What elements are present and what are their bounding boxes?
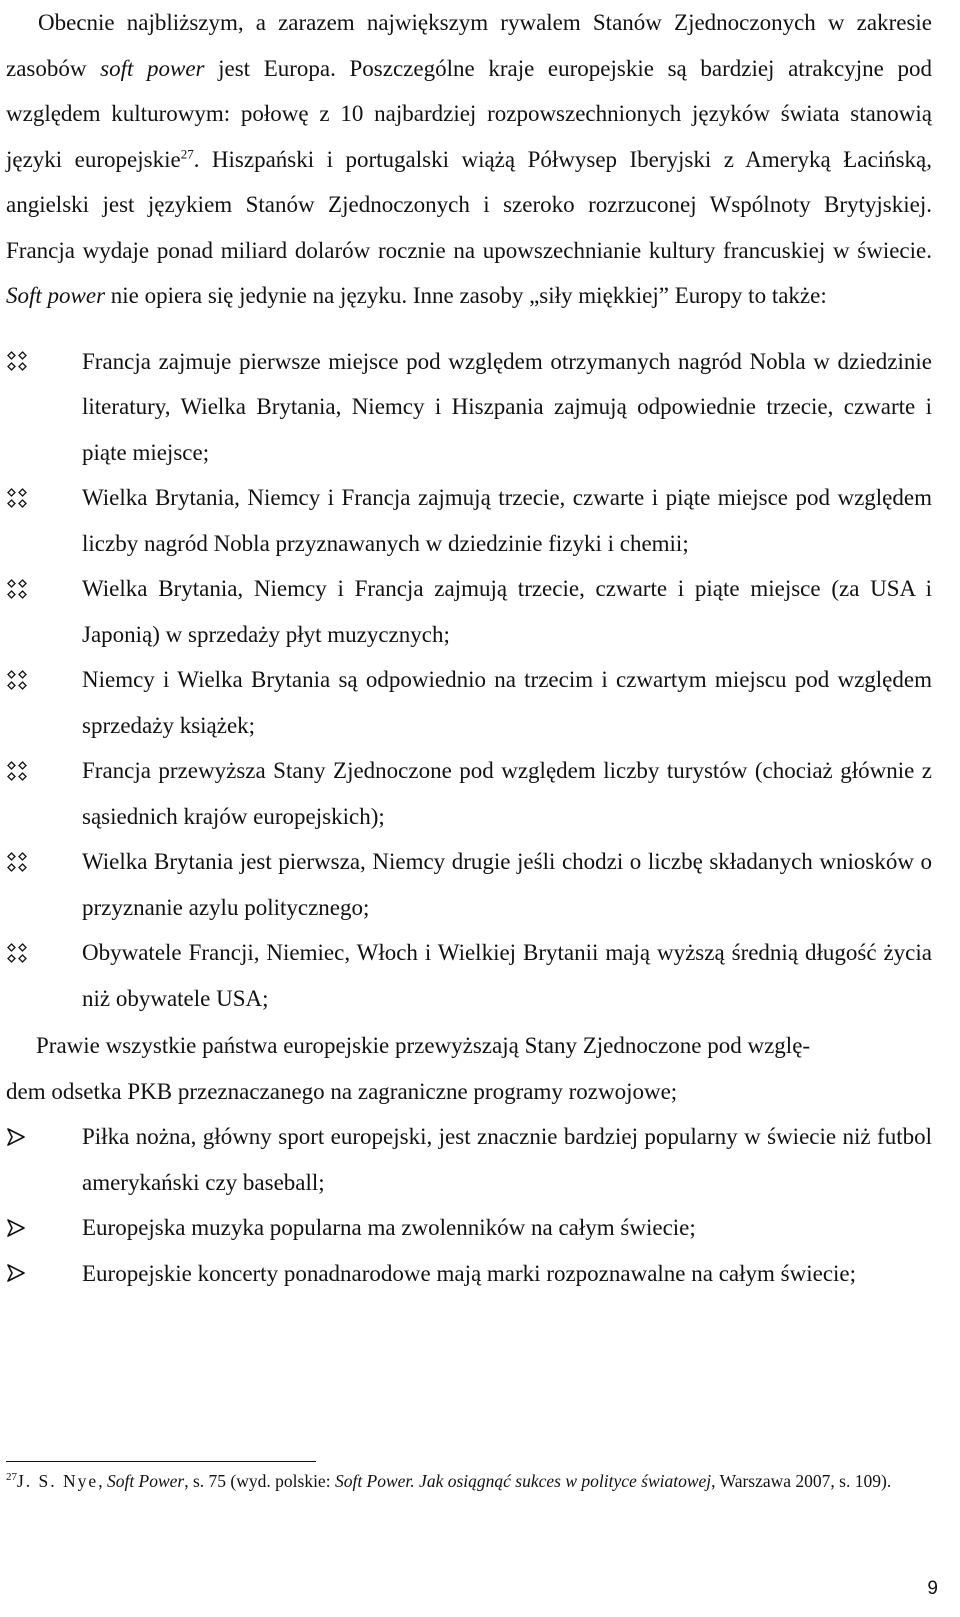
- list-item: [6, 839, 932, 930]
- text-run: jest Europa. Poszczególne kraje europejskie są bardziej atrakcyjne pod względem kulturowym: połowę z 10 najbardziej rozpowszechnionych języków świata stanowią języki europejskie: [6, 55, 933, 172]
- text-run: . Hiszpański i portugalski wiążą Półwysep Iberyjski z Ameryką Łacińską, angielski jest językiem Stanów Zjednoczonych i szeroko rozrzuconej Wspólnoty Brytyjskiej. Francja wydaje ponad miliard dolarów rocznie na upowszechnianie kultury francuskiej w świecie.: [6, 146, 933, 263]
- arrowhead-icon: [6, 1114, 46, 1160]
- footnote-separator: [6, 1461, 316, 1462]
- list-item-text: Francja przewyższa Stany Zjednoczone pod względem liczby turystów (chociaż głównie z sąsiednich krajów europejskich);: [82, 758, 932, 829]
- development-aid-paragraph: [6, 1023, 932, 1114]
- list-item-text: Europejskie koncerty ponadnarodowe mają marki rozpoznawalne na całym świecie;: [82, 1260, 857, 1286]
- diamond-quad-icon: [6, 339, 46, 385]
- footnote-author: J. S. Nye: [17, 1471, 99, 1491]
- list-item-text: Wielka Brytania, Niemcy i Francja zajmują trzecie, czwarte i piąte miejsce (za USA i Japonią) w sprzedaży płyt muzycznych;: [82, 576, 932, 647]
- footnote-number: 27: [6, 1471, 17, 1484]
- arrowhead-icon: [6, 1205, 46, 1251]
- list-item: [6, 657, 932, 748]
- emphasis: Soft power: [6, 283, 106, 308]
- page-number: 9: [927, 1578, 938, 1599]
- text-run: nie opiera się jedynie na języku. Inne zasoby „siły miękkiej” Europy to także:: [105, 283, 827, 308]
- footnote: [6, 1468, 932, 1494]
- list-item-text: Wielka Brytania jest pierwsza, Niemcy drugie jeśli chodzi o liczbę składanych wniosków o przyznanie azylu politycznego;: [82, 849, 932, 920]
- list-item: [6, 1251, 932, 1297]
- list-item-text: Europejska muzyka popularna ma zwolenników na całym świecie;: [82, 1215, 696, 1240]
- list-item: [6, 566, 932, 657]
- text-run: Obecnie najbliższym, a zarazem największym rywalem Stanów Zjednoczonych w zakresie zasobów: [6, 10, 932, 81]
- diamond-bullet-list: [6, 339, 932, 1022]
- diamond-quad-icon: [6, 839, 46, 885]
- diamond-quad-icon: [6, 748, 46, 794]
- text-run: Prawie wszystkie państwa europejskie przewyższają Stany Zjednoczone pod wzglę-: [36, 1033, 811, 1058]
- list-item: [6, 748, 932, 839]
- footnote-title-polish: Soft Power. Jak osiągnąć sukces w polityce światowej: [334, 1471, 712, 1491]
- emphasis: soft power: [100, 55, 205, 81]
- diamond-quad-icon: [6, 657, 46, 703]
- text-run: dem odsetka PKB przeznaczanego na zagraniczne programy rozwojowe;: [6, 1078, 678, 1104]
- list-item: [6, 930, 932, 1021]
- list-item: [6, 475, 932, 566]
- arrow-bullet-list: [6, 1114, 932, 1296]
- diamond-quad-icon: [6, 475, 46, 521]
- footnote-comma: ,: [98, 1471, 107, 1491]
- list-item: [6, 339, 932, 476]
- list-item: [6, 1114, 932, 1205]
- footnote-title: Soft Power: [106, 1471, 185, 1491]
- list-item: [6, 1205, 932, 1251]
- list-item-text: Obywatele Francji, Niemiec, Włoch i Wielkiej Brytanii mają wyższą średnią długość życia niż obywatele USA;: [82, 940, 932, 1011]
- list-item-text: Niemcy i Wielka Brytania są odpowiednio na trzecim i czwartym miejscu pod względem sprzedaży książek;: [82, 667, 932, 738]
- intro-paragraph: [6, 0, 932, 319]
- list-item-text: Piłka nożna, główny sport europejski, jest znacznie bardziej popularny w świecie niż futbol amerykański czy baseball;: [82, 1124, 932, 1195]
- diamond-quad-icon: [6, 566, 46, 612]
- list-item-text: Francja zajmuje pierwsze miejsce pod względem otrzymanych nagród Nobla w dziedzinie literatury, Wielka Brytania, Niemcy i Hiszpania zajmują odpowiednie trzecie, czwarte i piąte miejsce;: [82, 348, 932, 465]
- list-item-text: Wielka Brytania, Niemcy i Francja zajmują trzecie, czwarte i piąte miejsce pod względem liczby nagród Nobla przyznawanych w dziedzinie fizyki i chemii;: [82, 485, 932, 556]
- document-page: [6, 0, 932, 1296]
- diamond-quad-icon: [6, 930, 46, 976]
- footnote-reference[interactable]: 27: [180, 145, 194, 161]
- arrowhead-icon: [6, 1251, 46, 1297]
- text-run: , Warszawa 2007, s. 109).: [711, 1471, 892, 1491]
- text-run: , s. 75 (wyd. polskie:: [184, 1471, 335, 1491]
